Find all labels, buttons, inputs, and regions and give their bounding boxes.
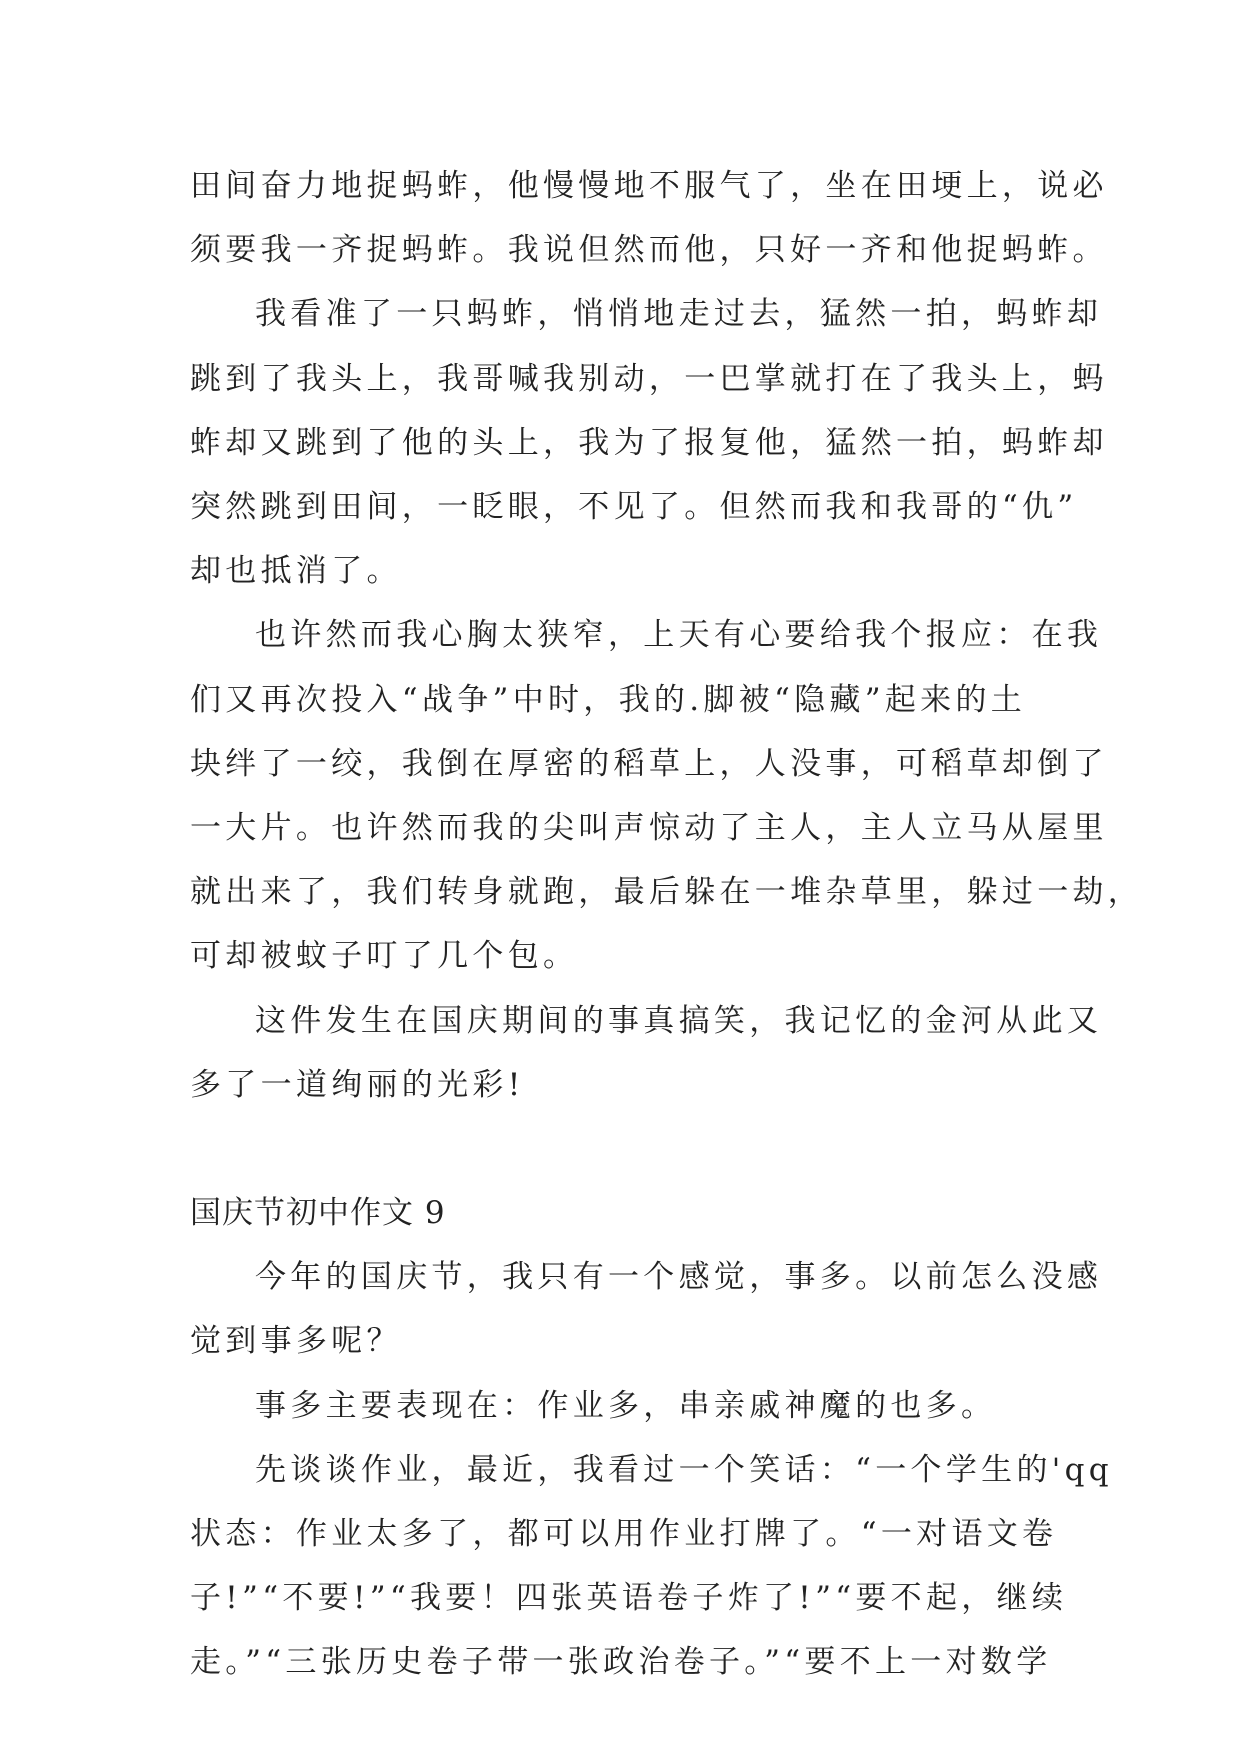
text-line: 状态：作业太多了，都可以用作业打牌了。“一对语文卷 [190,1516,1058,1552]
text-line: 子!”“不要!”“我要！四张英语卷子炸了!”“要不起，继续 [190,1580,1068,1616]
text-line: 块绊了一绞，我倒在厚密的稻草上，人没事，可稻草却倒了 [190,746,1108,782]
text-line: 可却被蚊子叮了几个包。 [190,938,579,974]
text-line: 一大片。也许然而我的尖叫声惊动了主人，主人立马从屋里 [190,810,1108,846]
text-line: 跳到了我头上，我哥喊我别动，一巴掌就打在了我头上，蚂 [190,361,1108,397]
text-line: 多了一道绚丽的光彩! [190,1067,525,1103]
text-line: 突然跳到田间，一眨眼，不见了。但然而我和我哥的“仇” [190,489,1078,525]
section-title: 国庆节初中作文 9 [190,1195,446,1231]
paragraph-start-line: 事多主要表现在：作业多，串亲戚神魔的也多。 [255,1388,997,1424]
paragraph-start-line: 先谈谈作业，最近，我看过一个笑话：“一个学生的'qq [255,1452,1113,1488]
text-line: 田间奋力地捉蚂蚱，他慢慢地不服气了，坐在田埂上，说必 [190,168,1108,204]
text-line: 觉到事多呢？ [190,1323,402,1359]
text-line: 须要我一齐捉蚂蚱。我说但然而他，只好一齐和他捉蚂蚱。 [190,232,1108,268]
paragraph-start-line: 今年的国庆节，我只有一个感觉，事多。以前怎么没感 [255,1259,1103,1295]
text-line: 蚱却又跳到了他的头上，我为了报复他，猛然一拍，蚂蚱却 [190,425,1108,461]
paragraph-start-line: 也许然而我心胸太狭窄，上天有心要给我个报应：在我 [255,617,1103,653]
text-line: 走。”“三张历史卷子带一张政治卷子。”“要不上一对数学 [190,1644,1052,1680]
text-line: 却也抵消了。 [190,553,402,589]
paragraph-start-line: 这件发生在国庆期间的事真搞笑，我记忆的金河从此又 [255,1003,1103,1039]
paragraph-start-line: 我看准了一只蚂蚱，悄悄地走过去，猛然一拍，蚂蚱却 [255,296,1103,332]
text-line: 就出来了，我们转身就跑，最后躲在一堆杂草里，躲过一劫， [190,874,1144,910]
text-line: 们又再次投入“战争”中时，我的.脚被“隐藏”起来的土 [190,682,1027,718]
